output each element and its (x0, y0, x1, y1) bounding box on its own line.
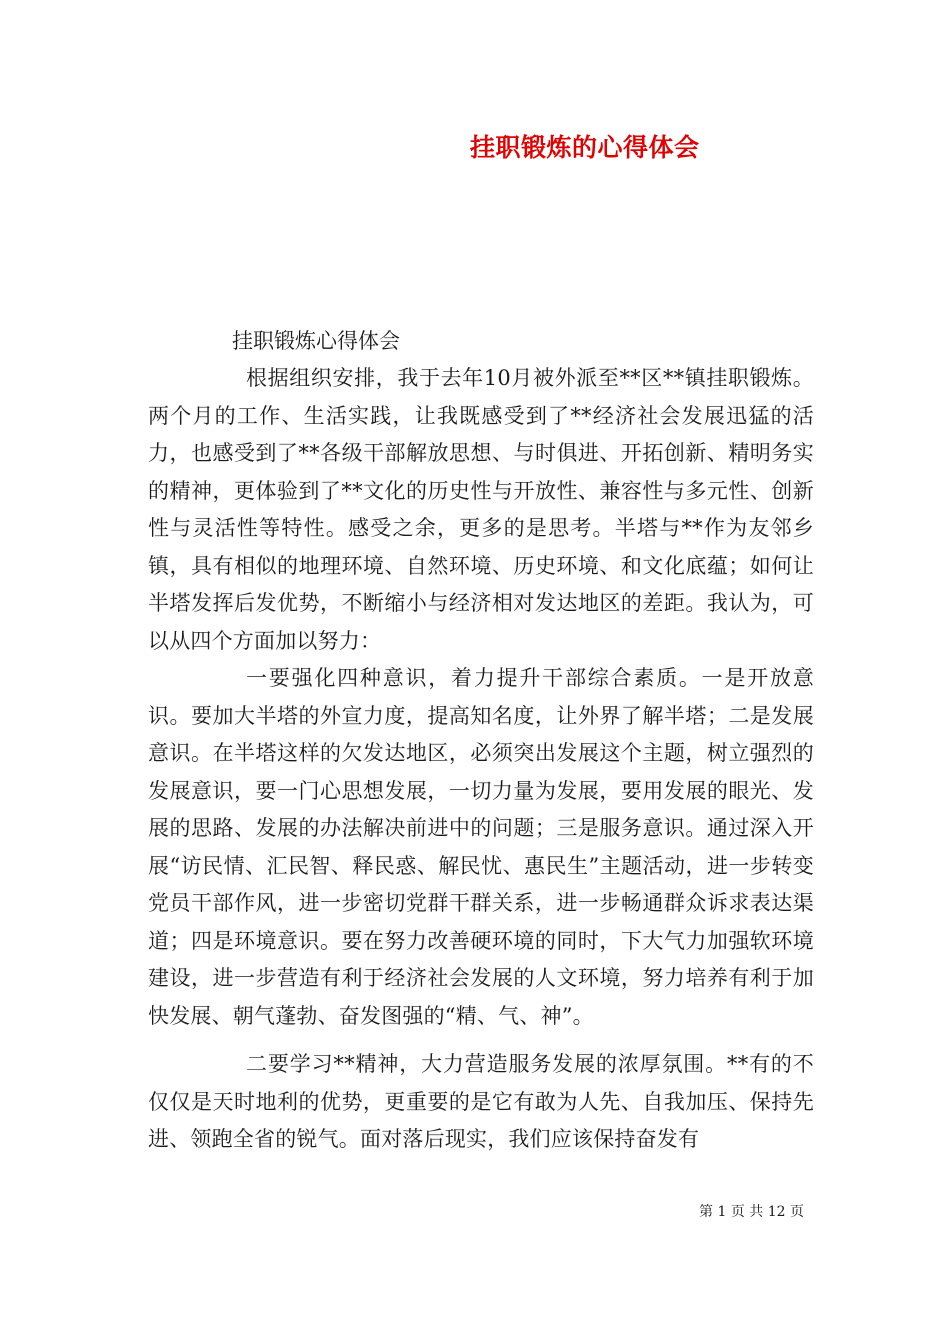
footer-suffix: 页 (790, 1204, 804, 1220)
page-title: 挂职锻炼的心得体会 (470, 133, 700, 162)
footer-prefix: 第 (698, 1204, 713, 1220)
footer-current-page: 1 (717, 1204, 727, 1220)
document-subtitle: 挂职锻炼心得体会 (232, 329, 400, 353)
footer-middle: 页 共 (730, 1204, 764, 1220)
page-number-footer (0, 1202, 950, 1222)
footer-total-pages: 12 (767, 1204, 786, 1220)
document-body (148, 360, 814, 1159)
paragraph-1: 根据组织安排，我于去年10月被外派至**区**镇挂职锻炼。两个月的工作、生活实践，让我既感受到了**经济社会发展迅猛的活力，也感受到了**各级干部解放思想、与时俱进、开拓创新、精明务实的精神，更体验到了**文化的历史性与开放性、兼容性与多元性、创新性与灵活性等特性。感受之余，更多的是思考。半塔与**作为友邻乡镇，具有相似的地理环境、自然环境、历史环境、和文化底蕴；如何让半塔发挥后发优势，不断缩小与经济相对发达地区的差距。我认为，可以从四个方面加以努力： (148, 366, 814, 653)
paragraph-2: 一要强化四种意识，着力提升干部综合素质。一是开放意识。要加大半塔的外宣力度，提高知名度，让外界了解半塔；二是发展意识。在半塔这样的欠发达地区，必须突出发展这个主题，树立强烈的发展意识，要一门心思想发展，一切力量为发展，要用发展的眼光、发展的思路、发展的办法解决前进中的问题；三是服务意识。通过深入开展“访民情、汇民智、释民惑、解民忧、惠民生”主题活动，进一步转变党员干部作风，进一步密切党群干群关系，进一步畅通群众诉求表达渠道；四是环境意识。要在努力改善硬环境的同时，下大气力加强软环境建设，进一步营造有利于经济社会发展的人文环境，努力培养有利于加快发展、朝气蓬勃、奋发图强的“精、气、神”。 (148, 666, 814, 1028)
paragraph-3: 二要学习**精神，大力营造服务发展的浓厚氛围。**有的不仅仅是天时地利的优势，更重要的是它有敢为人先、自我加压、保持先进、领跑全省的锐气。面对落后现实，我们应该保持奋发有 (148, 1052, 814, 1151)
